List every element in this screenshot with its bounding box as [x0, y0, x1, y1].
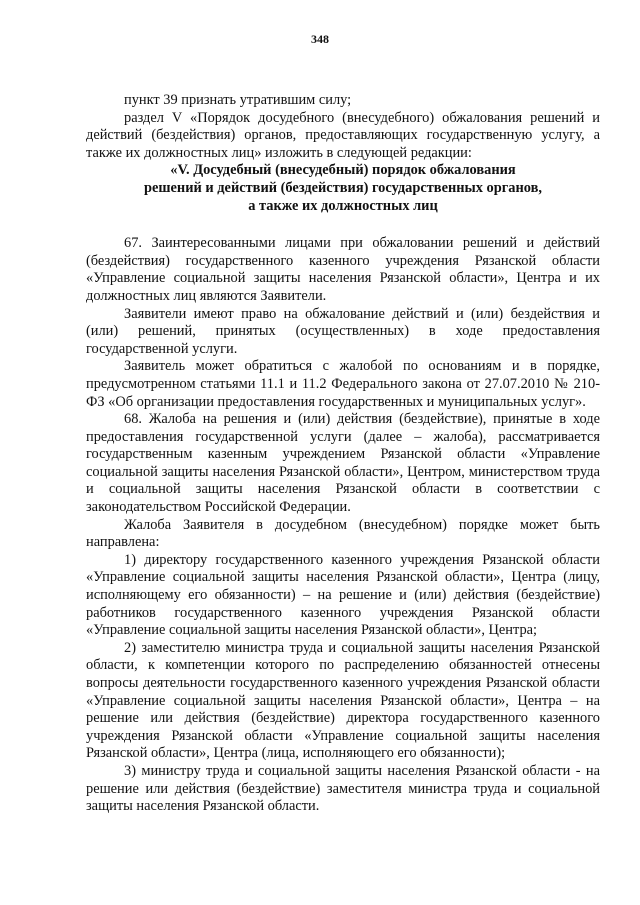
paragraph-68: 68. Жалоба на решения и (или) действия (бездействие), принятые в ходе предоставления государственной услуги (далее – жалоба), рассматривается государственным казенным учреждением Рязанской области «Управление социальной защиты населения Рязанской области», Центром, министерством труда и социальной защиты населения Рязанской области в соответствии с законодательством Российской Федерации.: [86, 411, 600, 516]
intro-line-1: пункт 39 признать утратившим силу;: [124, 92, 352, 108]
paragraph-complaint-grounds: Заявитель может обратиться с жалобой по основаниям и в порядке, предусмотренном статьями 11.1 и 11.2 Федерального закона от 27.07.2010 № 210-ФЗ «Об организации предоставления государственных и муниципальных услуг».: [86, 358, 600, 410]
section-heading: [86, 162, 600, 215]
heading-line-3: а также их должностных лиц: [248, 197, 438, 214]
heading-line-2: решений и действий (бездействия) государственных органов,: [143, 179, 542, 196]
intro-line-2: раздел V «Порядок досудебного (внесудебного) обжалования решений и действий (бездействия) органов, предоставляющих государственную услугу, а также их должностных лиц» изложить в следующей редакции:: [86, 109, 600, 161]
paragraph-complaint-direction: Жалоба Заявителя в досудебном (внесудебном) порядке может быть направлена:: [86, 516, 600, 551]
heading-line-1: «V. Досудебный (внесудебный) порядок обжалования: [170, 162, 516, 179]
paragraph-67: 67. Заинтересованными лицами при обжаловании решений и действий (бездействия) государственного казенного учреждения Рязанской области «Управление социальной защиты населения Рязанской области», Центра и их должностных лиц являются Заявители.: [86, 235, 600, 304]
paragraph-applicants-rights: Заявители имеют право на обжалование действий и (или) бездействия и (или) решений, принятых (осуществленных) в ходе предоставления государственной услуги.: [86, 305, 600, 357]
list-item-3: 3) министру труда и социальной защиты населения Рязанской области - на решение или действия (бездействие) заместителя министра труда и социальной защиты населения Рязанской области.: [86, 762, 600, 815]
list-item-2: 2) заместителю министра труда и социальной защиты населения Рязанской области, к компетенции которого по распределению обязанностей отнесены вопросы деятельности государственного казенного учреждения Рязанской области «Управление социальной защиты населения Рязанской области», Центра – на решение или действия (бездействие) директора государственного казенного учреждения Рязанской области «Управление социальной защиты населения Рязанской области», Центра (лица, исполняющего его обязанности);: [86, 639, 600, 762]
page-number: 348: [311, 32, 329, 46]
document-body: [86, 92, 600, 816]
list-item-1: 1) директору государственного казенного учреждения Рязанской области «Управление социальной защиты населения Рязанской области», Центра (лицу, исполняющему его обязанности) – на решение и (или) действия (бездействие) работников государственного казенного учреждения Рязанской области «Управление социальной защиты населения Рязанской области», Центра;: [86, 551, 600, 639]
